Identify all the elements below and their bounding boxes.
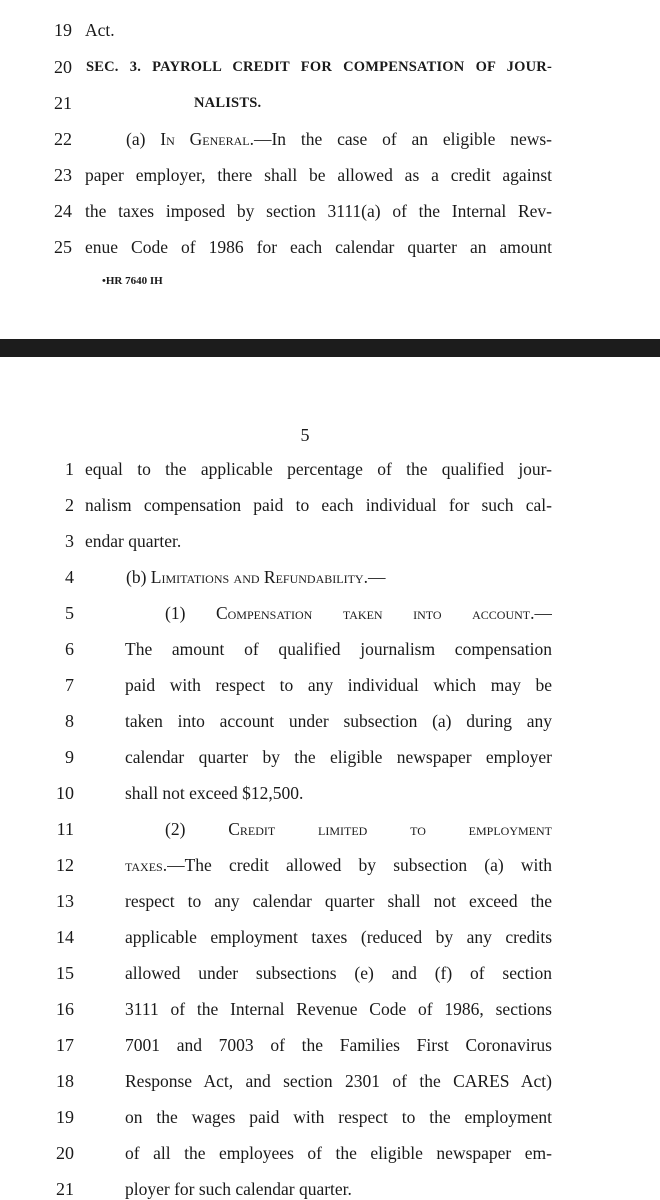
line-body: .—The credit allowed by subsection (a) with (162, 855, 552, 875)
line-number: 22 (54, 129, 72, 149)
line-text: the taxes imposed by section 3111(a) of the Internal Rev- (85, 201, 552, 221)
line-text (125, 850, 552, 880)
line-number: 25 (54, 237, 72, 257)
line-text (165, 598, 552, 628)
line-number: 19 (54, 20, 72, 40)
line-number: 14 (56, 927, 74, 947)
line-19 (0, 1102, 660, 1132)
line-number: 7 (65, 675, 74, 695)
line-10 (0, 778, 660, 808)
line-text: ployer for such calendar quarter. (125, 1179, 352, 1199)
line-number: 20 (56, 1143, 74, 1163)
line-number: 20 (54, 57, 72, 77)
paragraph-heading-cont: taxes (125, 855, 163, 875)
line-number: 4 (65, 567, 74, 587)
subsection-label: (a) (126, 129, 161, 149)
line-body: .— (363, 567, 386, 587)
line-number: 2 (65, 495, 74, 515)
line-15 (0, 958, 660, 988)
line-body: .— (530, 603, 552, 623)
line-1 (0, 454, 660, 484)
line-number: 13 (56, 891, 74, 911)
line-text: taken into account under subsection (a) during any (125, 711, 552, 731)
top-crop-fade (0, 0, 660, 12)
line-number: 18 (56, 1071, 74, 1091)
line-4 (0, 562, 660, 592)
line-text: shall not exceed $12,500. (125, 783, 304, 803)
line-number: 5 (65, 603, 74, 623)
line-text: equal to the applicable percentage of the qualified jour- (85, 459, 552, 479)
line-25 (0, 232, 660, 262)
line-23 (0, 160, 660, 190)
line-14 (0, 922, 660, 952)
line-11 (0, 814, 660, 844)
line-18 (0, 1066, 660, 1096)
line-number: 10 (56, 783, 74, 803)
line-24 (0, 196, 660, 226)
line-12 (0, 850, 660, 880)
line-text: nalism compensation paid to each individual for such cal- (85, 495, 552, 515)
line-text: respect to any calendar quarter shall not exceed the (125, 891, 552, 911)
line-20 (0, 52, 660, 82)
subsection-heading: In General (160, 129, 250, 149)
line-number: 19 (56, 1107, 74, 1127)
line-8 (0, 706, 660, 736)
page-number: 5 (300, 425, 310, 445)
line-text: of all the employees of the eligible newspaper em- (125, 1143, 552, 1163)
line-number: 8 (65, 711, 74, 731)
line-7 (0, 670, 660, 700)
line-number: 17 (56, 1035, 74, 1055)
line-text: 3111 of the Internal Revenue Code of 1986, sections (125, 999, 552, 1019)
line-21 (0, 1174, 660, 1200)
line-text (165, 814, 552, 844)
line-number: 1 (65, 459, 74, 479)
line-number: 24 (54, 201, 72, 221)
line-number: 9 (65, 747, 74, 767)
line-22 (0, 124, 660, 154)
line-13 (0, 886, 660, 916)
paragraph-label: (2) (165, 819, 229, 839)
section-heading: SEC. 3. PAYROLL CREDIT FOR COMPENSATION OF JOUR- (86, 59, 552, 75)
line-2 (0, 490, 660, 520)
line-number: 12 (56, 855, 74, 875)
subsection-heading: Limitations and Refundability (150, 567, 364, 587)
line-5 (0, 598, 660, 628)
line-text: paid with respect to any individual which may be (125, 675, 552, 695)
section-heading-cont: NALISTS. (194, 95, 262, 111)
line-16 (0, 994, 660, 1024)
line-text: paper employer, there shall be allowed as a credit against (85, 165, 552, 185)
line-21 (0, 88, 660, 118)
line-number: 16 (56, 999, 74, 1019)
bill-footer: •HR 7640 IH (102, 275, 163, 287)
line-number: 6 (65, 639, 74, 659)
line-20 (0, 1138, 660, 1168)
line-text: Act. (85, 20, 115, 40)
subsection-label: (b) (126, 567, 151, 587)
line-3 (0, 526, 660, 556)
line-text: endar quarter. (85, 531, 182, 551)
line-text (126, 562, 552, 592)
line-number: 3 (65, 531, 74, 551)
paragraph-heading: Compensation taken into account (215, 603, 531, 623)
line-text: Response Act, and section 2301 of the CARES Act) (125, 1071, 552, 1091)
line-text: applicable employment taxes (reduced by any credits (125, 927, 552, 947)
line-text (126, 124, 552, 154)
line-text: on the wages paid with respect to the employment (125, 1107, 552, 1127)
line-number: 21 (56, 1179, 74, 1199)
page-divider (0, 339, 660, 357)
line-text: The amount of qualified journalism compensation (125, 639, 552, 659)
line-17 (0, 1030, 660, 1060)
line-text: enue Code of 1986 for each calendar quarter an amount (85, 237, 552, 257)
line-9 (0, 742, 660, 772)
line-number: 23 (54, 165, 72, 185)
paragraph-heading: Credit limited to employment (228, 819, 552, 839)
paragraph-label: (1) (165, 603, 216, 623)
line-number: 11 (56, 819, 74, 839)
line-number: 21 (54, 93, 72, 113)
line-number: 15 (56, 963, 74, 983)
line-19 (0, 15, 660, 45)
line-6 (0, 634, 660, 664)
line-text: 7001 and 7003 of the Families First Coronavirus (125, 1035, 552, 1055)
line-text: calendar quarter by the eligible newspaper employer (125, 747, 552, 767)
line-text: allowed under subsections (e) and (f) of section (125, 963, 552, 983)
line-body: .—In the case of an eligible news- (249, 129, 552, 149)
